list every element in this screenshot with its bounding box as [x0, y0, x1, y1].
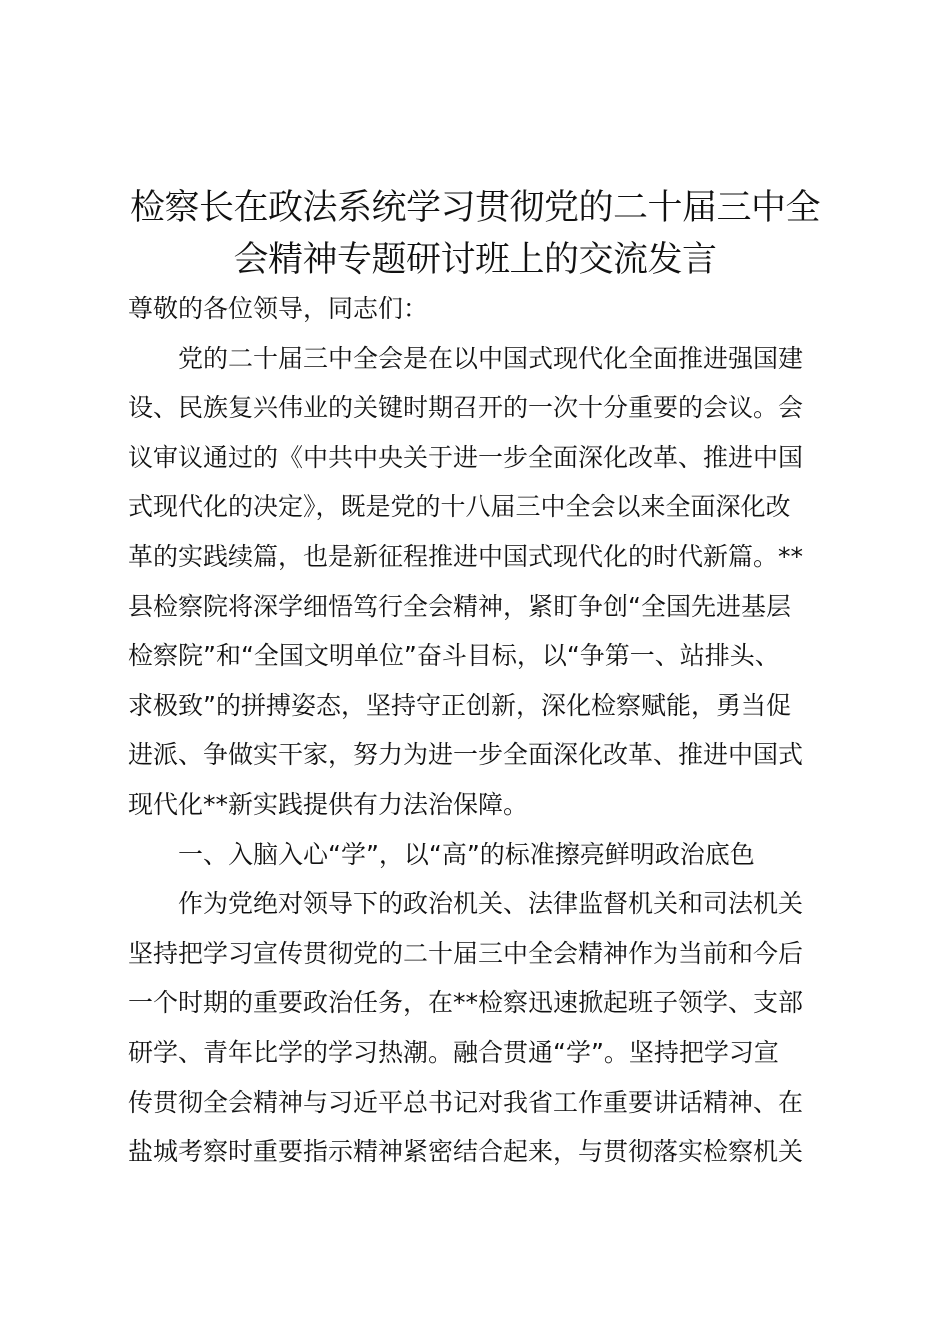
paragraph-line: 盐城考察时重要指示精神紧密结合起来，与贯彻落实检察机关 — [128, 1137, 804, 1167]
paragraph-line: 坚持把学习宣传贯彻党的二十届三中全会精神作为当前和今后 — [128, 938, 804, 968]
title-line-1: 检察长在政法系统学习贯彻党的二十届三中全 — [129, 188, 820, 228]
paragraph-line: 研学、青年比学的学习热潮。融合贯通“学”。坚持把学习宣 — [128, 1037, 779, 1067]
paragraph-line: 传贯彻全会精神与习近平总书记对我省工作重要讲话精神、在 — [128, 1087, 804, 1117]
paragraph-line: 进派、争做实干家，努力为进一步全面深化改革、推进中国式 — [128, 740, 804, 770]
paragraph-line: 作为党绝对领导下的政治机关、法律监督机关和司法机关 — [178, 889, 804, 919]
section-heading: 一、入脑入心“学”，以“高”的标准擦亮鲜明政治底色 — [178, 839, 755, 869]
paragraph-line: 求极致”的拼搏姿态，坚持守正创新，深化检察赋能，勇当促 — [128, 690, 791, 720]
paragraph-line: 一个时期的重要政治任务，在**检察迅速掀起班子领学、支部 — [128, 988, 804, 1018]
salutation: 尊敬的各位领导，同志们： — [128, 294, 429, 323]
paragraph-line: 设、民族复兴伟业的关键时期召开的一次十分重要的会议。会 — [128, 393, 804, 423]
title-line-2: 会精神专题研讨班上的交流发言 — [233, 240, 717, 280]
paragraph-line: 式现代化的决定》，既是党的十八届三中全会以来全面深化改 — [128, 492, 791, 522]
document-title — [100, 182, 850, 286]
paragraph-line: 党的二十届三中全会是在以中国式现代化全面推进强国建 — [178, 343, 804, 373]
paragraph-line: 县检察院将深学细悟笃行全会精神，紧盯争创“全国先进基层 — [128, 591, 791, 621]
document-body — [128, 284, 834, 1177]
paragraph-line: 革的实践续篇，也是新征程推进中国式现代化的时代新篇。** — [128, 541, 804, 571]
paragraph-line: 议审议通过的《中共中央关于进一步全面深化改革、推进中国 — [128, 442, 804, 472]
paragraph-line: 现代化**新实践提供有力法治保障。 — [128, 789, 529, 819]
paragraph-line: 检察院”和“全国文明单位”奋斗目标，以“争第一、站排头、 — [128, 641, 780, 671]
